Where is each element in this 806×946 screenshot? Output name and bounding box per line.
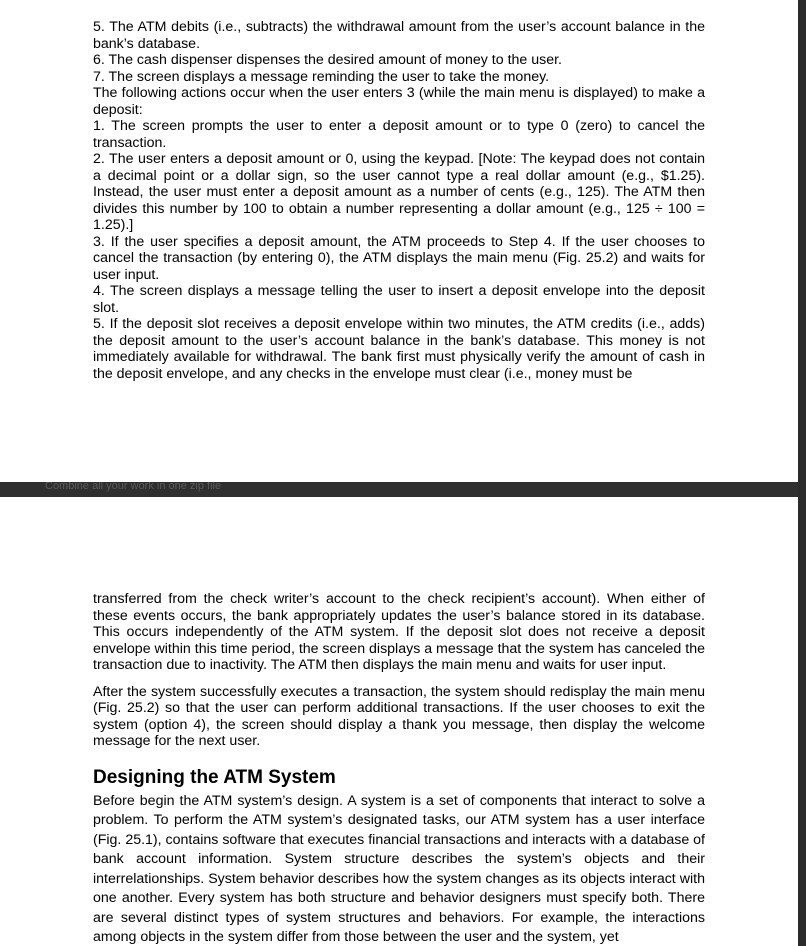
paragraph: 6. The cash dispenser dispenses the desired amount of money to the user. (93, 52, 562, 68)
page-gap-overlay-text: Combine all your work in one zip file (45, 482, 222, 492)
section-heading: Designing the ATM System (93, 766, 336, 788)
page-1-text (93, 19, 705, 382)
document-page-2 (0, 497, 798, 946)
page-gap (0, 482, 798, 497)
paragraph: 4. The screen displays a message telling the user to insert a deposit envelope into the deposit slot. (93, 283, 705, 316)
paragraph: The following actions occur when the user enters 3 (while the main menu is displayed) to make a deposit: (93, 85, 705, 118)
paragraph: 3. If the user specifies a deposit amount, the ATM proceeds to Step 4. If the user chooses to cancel the transaction (by entering 0), the ATM displays the main menu (Fig. 25.2) and waits for user input. (93, 233, 705, 283)
paragraph: 5. The ATM debits (i.e., subtracts) the withdrawal amount from the user’s account balance in the bank’s database. (93, 19, 705, 52)
paragraph: Before begin the ATM system’s design. A system is a set of components that interact to solve a problem. To perform the ATM system’s designated tasks, our ATM system has a user interface (Fig. 25.1), contains software that executes financial transactions and interacts with a database of bank account information. System structure describes the system’s objects and their interrelationships. System behavior describes how the system changes as its objects interact with one another. Every system has both structure and behavior designers must specify both. There are several distinct types of system structures and behaviors. For example, the interactions among objects in the system differ from those between the user and the system, yet (93, 792, 705, 945)
paragraph: 2. The user enters a deposit amount or 0, using the keypad. [Note: The keypad does not contain a decimal point or a dollar sign, so the user cannot type a real dollar amount (e.g., $1.25). Instead, the user must enter a deposit amount as a number of cents (e.g., 125). The ATM then divides this number by 100 to obtain a number representing a dollar amount (e.g., 125 ÷ 100 = 1.25).] (93, 151, 705, 233)
paragraph: After the system successfully executes a transaction, the system should redisplay the main menu (Fig. 25.2) so that the user can perform additional transactions. If the user chooses to exit the system (option 4), the screen should display a thank you message, then display the welcome message for the next user. (93, 683, 705, 749)
page-2-text (93, 591, 705, 946)
paragraph: 1. The screen prompts the user to enter a deposit amount or to type 0 (zero) to cancel the transaction. (93, 118, 705, 151)
vertical-scrollbar[interactable] (798, 0, 806, 946)
paragraph: transferred from the check writer’s account to the check recipient’s account). When either of these events occurs, the bank appropriately updates the user’s balance stored in its database. This occurs independently of the ATM system. If the deposit slot does not receive a deposit envelope within this time period, the screen displays a message that the system has canceled the transaction due to inactivity. The ATM then displays the main menu and waits for user input. (93, 591, 705, 673)
paragraph: 5. If the deposit slot receives a deposit envelope within two minutes, the ATM credits (i.e., adds) the deposit amount to the user’s account balance in the bank’s database. This money is not immediately available for withdrawal. The bank first must physically verify the amount of cash in the deposit envelope, and any checks in the envelope must clear (i.e., money must be (93, 316, 705, 382)
paragraph: 7. The screen displays a message reminding the user to take the money. (93, 68, 550, 85)
